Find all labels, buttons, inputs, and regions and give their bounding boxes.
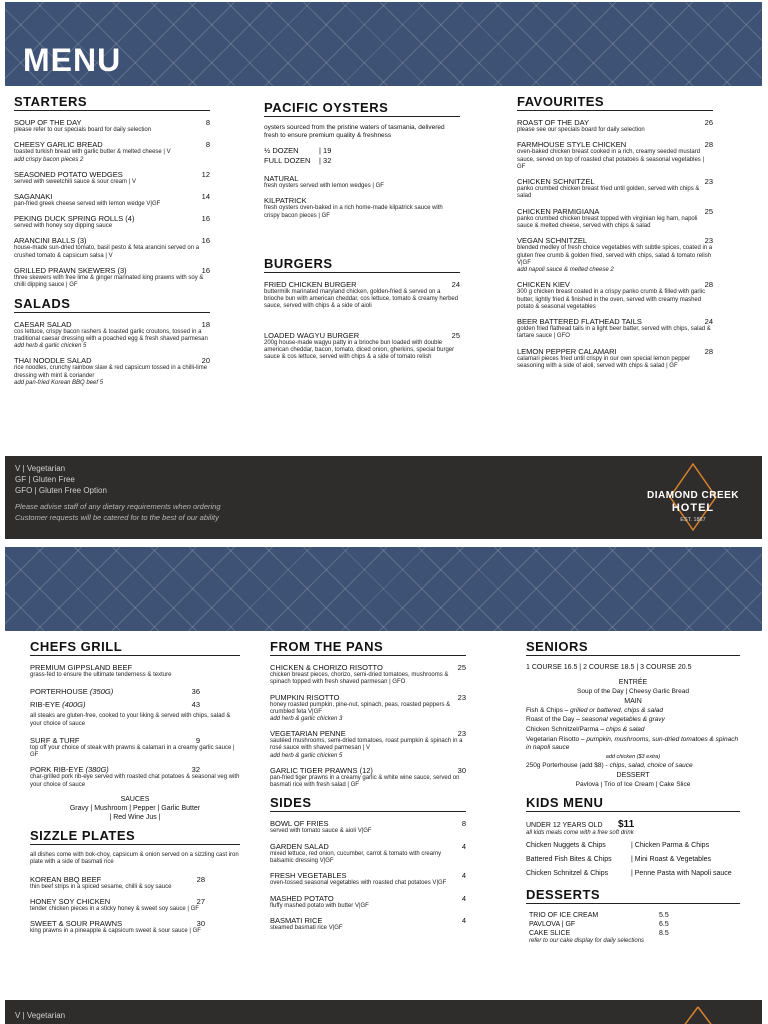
oyster-prices: [264, 146, 460, 166]
item-desc: blended medley of fresh choice vegetables with subtle spices, coated in a gluten free crumb & golden fried, served with chips, salad & tomato relish V|GF: [517, 245, 713, 266]
main-desc: – seasonal vegetables & gravy: [574, 716, 665, 723]
item-desc: tender chicken pieces in a sticky honey & sweet soy sauce | GF: [30, 905, 199, 912]
seniors-kids-column: [526, 639, 740, 951]
item-price: 4: [461, 893, 466, 903]
item-name: FRIED CHICKEN BURGER: [264, 279, 357, 289]
kids-section: [526, 795, 740, 881]
item-price: 25: [457, 663, 466, 672]
menu-item: [270, 871, 466, 887]
item-desc: served with honey soy dipping sauce: [14, 223, 113, 230]
oysters-section: [264, 100, 460, 220]
item-price: 4: [461, 841, 466, 851]
item-weight: (400G): [62, 700, 86, 710]
desserts-section: [526, 887, 740, 945]
item-price: 43: [191, 700, 200, 710]
item-price: 23: [704, 236, 713, 246]
item-price: 30: [196, 919, 205, 929]
item-name: THAI NOODLE SALAD: [14, 356, 92, 366]
item-name: VEGETARIAN PENNE: [270, 729, 346, 739]
item-price: 24: [451, 279, 460, 289]
main-desc: – pumpkin, mushrooms, sun-dried tomatoes & spinach in napoli sauce: [526, 736, 739, 751]
item-price: 18: [201, 319, 210, 329]
dessert-item: [529, 920, 740, 929]
dessert-list: Pavlova | Trio of Ice Cream | Cake Slice: [575, 780, 691, 788]
kids-item: | Penne Pasta with Napoli sauce: [631, 870, 732, 877]
kids-note: all kids meals come with a free soft drink: [526, 830, 634, 836]
item-price: 16: [201, 266, 210, 276]
menu-item: [14, 236, 210, 260]
menu-item: [517, 177, 713, 201]
section-heading: CHEFS GRILL: [30, 639, 240, 656]
section-heading: FROM THE PANS: [270, 639, 466, 656]
menu-item: [30, 875, 240, 891]
dessert-title: DESSERT: [616, 771, 650, 779]
menu-item: [264, 280, 460, 311]
menu-item: [264, 331, 460, 362]
note-line: Please advise staff of any dietary requirements when ordering: [15, 502, 221, 511]
menu-item: [14, 192, 210, 208]
item-price: 8: [205, 140, 210, 150]
oysters-burgers-column: [264, 100, 460, 382]
sizzle-plates-section: [30, 828, 240, 935]
item-name: [30, 765, 109, 774]
item-desc: honey roasted pumpkin, pine-nut, spinach, peas, roasted peppers & crumbled feta V|GF: [270, 701, 451, 715]
entree-list: Soup of the Day | Cheesy Garlic Bread: [577, 688, 689, 695]
logo-subtitle: HOTEL: [671, 502, 715, 514]
item-price: 23: [704, 177, 713, 187]
item-desc: fluffy mashed potato with butter V|GF: [270, 902, 369, 909]
item-name: ROAST OF THE DAY: [517, 118, 590, 127]
item-name: BASMATI RICE: [270, 915, 323, 925]
menu-item: [14, 320, 210, 351]
dessert-item: [529, 911, 740, 920]
menu-item: [517, 207, 713, 231]
item-desc: pan-fried tiger prawns in a creamy garlic & white wine sauce, served on basmati rice with fresh salad | GF: [270, 774, 460, 789]
item-price: 9: [195, 735, 200, 745]
item-name: CHICKEN SCHNITZEL: [517, 177, 595, 187]
dessert-name: PAVLOVA | GF: [529, 921, 576, 928]
item-name: CHEESY GARLIC BREAD: [14, 140, 103, 150]
item-price: 27: [196, 896, 205, 906]
menu-item: [14, 356, 210, 387]
item-name: [30, 700, 85, 709]
section-heading: SALADS: [14, 296, 210, 313]
menu-item: [517, 347, 713, 371]
item-addon: add herb & garlic chicken 5: [14, 343, 87, 350]
desserts-list: [526, 911, 740, 945]
section-heading: DESSERTS: [526, 887, 740, 904]
kids-price: $11: [618, 819, 635, 830]
header-banner: [5, 2, 762, 86]
item-name: SOUP OF THE DAY: [14, 118, 82, 127]
item-addon: add herb & garlic chicken 5: [270, 752, 343, 759]
senior-main: [526, 761, 740, 771]
item-desc: pan-fried greek cheese served with lemon wedge V|GF: [14, 200, 161, 207]
section-heading: STARTERS: [14, 94, 210, 111]
item-price: 23: [457, 692, 466, 702]
item-name: CHICKEN KIEV: [517, 280, 570, 290]
legend-item: GF | Gluten Free: [15, 475, 75, 484]
item-name: KILPATRICK: [264, 196, 307, 206]
menu-item: [30, 700, 240, 709]
item-addon: add crispy bacon pieces 2: [14, 156, 84, 163]
legend-item: V | Vegetarian: [15, 1011, 66, 1020]
menu-item: [517, 317, 713, 341]
item-name: SEASONED POTATO WEDGES: [14, 169, 123, 179]
item-name: CHICKEN & CHORIZO RISOTTO: [270, 663, 383, 672]
item-price: 16: [201, 214, 210, 224]
logo-established: EST. 1867: [680, 517, 706, 523]
menu-item: [30, 897, 240, 913]
section-heading: SIZZLE PLATES: [30, 828, 240, 845]
main-name: Chicken Schnitzel/Parma: [526, 725, 599, 733]
menu-item: [270, 894, 466, 910]
item-desc: fresh oysters oven-baked in a rich home-made kilpatrick sauce with crispy bacon pieces | GF: [264, 205, 443, 219]
legend-item: GFO | Gluten Free Option: [15, 486, 107, 495]
item-name: LEMON PEPPER CALAMARI: [517, 346, 617, 356]
item-name: NATURAL: [264, 174, 299, 183]
item-price: 28: [704, 280, 713, 290]
menu-item: [14, 266, 210, 290]
oyster-half-label: ½ DOZEN: [264, 146, 299, 155]
page-title: MENU: [23, 42, 122, 78]
item-desc: fresh oysters served with lemon wedges | GF: [264, 183, 384, 189]
item-desc: golden fried flathead tails in a light beer batter, served with chips, salad & tartare sauce | GFO: [517, 326, 711, 340]
item-desc: served with tomato sauce & aioli V|GF: [270, 828, 372, 835]
item-desc: buttermilk marinated maryland chicken, golden-fried & served on a brioche bun with american cheddar, cos lettuce, tomato & creamy herbed sauce, served with chips & a side of aioli: [264, 288, 459, 310]
item-addon: add napoli sauce & melted cheese 2: [517, 267, 614, 274]
item-price: 16: [201, 236, 210, 246]
menu-item: [270, 916, 466, 932]
dessert-name: TRIO OF ICE CREAM: [529, 912, 599, 919]
kids-item: Battered Fish Bites & Chips: [526, 856, 612, 863]
dietary-legend: [15, 463, 107, 496]
item-price: 32: [191, 765, 200, 775]
item-name-text: PORK RIB-EYE: [30, 765, 84, 775]
desserts-note: refer to our cake display for daily selections: [529, 938, 645, 944]
main-title: MAIN: [624, 697, 642, 705]
item-name: VEGAN SCHNITZEL: [517, 236, 588, 246]
kids-item: | Chicken Parma & Chips: [631, 842, 710, 849]
item-desc: 200g house-made wagyu patty in a brioche bun loaded with double american cheddar, bacon, tomato, diced onion, gherkins, special burger sauce & cos lettuce, served with chips & a side of tomato relish: [264, 339, 455, 361]
item-price: 24: [704, 317, 713, 327]
item-price: 23: [457, 729, 466, 739]
item-addon: add pan-fried Korean BBQ beef 5: [14, 379, 104, 386]
item-weight: (350G): [89, 687, 114, 697]
item-price: 4: [461, 871, 466, 881]
item-name-text: PORTERHOUSE: [30, 687, 88, 697]
kids-item: Chicken Schnitzel & Chips: [526, 870, 609, 877]
item-desc: char-grilled pork rib-eye served with roasted chat potatoes & seasonal veg with your choice of sauce: [30, 774, 240, 788]
section-heading: SIDES: [270, 795, 466, 812]
senior-main: [526, 725, 740, 735]
item-name: GRILLED PRAWN SKEWERS (3): [14, 266, 127, 276]
item-desc: please see our specials board for daily selection: [517, 127, 645, 133]
dietary-legend-2: [15, 1010, 65, 1021]
main-name: Fish & Chips: [526, 706, 563, 714]
main-desc: - chips, salad, choice of sauce: [603, 762, 693, 769]
menu-item: [264, 196, 460, 220]
logo-name: DIAMOND CREEK: [646, 490, 740, 501]
item-weight: (380G): [85, 765, 109, 775]
kids-age-row: [526, 819, 740, 830]
kids-item: Chicken Nuggets & Chips: [526, 842, 606, 849]
item-desc: sautéed mushrooms, semi-dried tomatoes, roast pumpkin & spinach in a rosé sauce with shaved parmesan | V: [270, 738, 463, 752]
item-name: BEER BATTERED FLATHEAD TAILS: [517, 317, 642, 327]
item-desc: calamari pieces fried until crispy in our own special lemon pepper seasoning with a side of aioli, served with chips & salad | GF: [517, 355, 691, 370]
item-price: 14: [201, 191, 210, 201]
item-name: CHICKEN PARMIGIANA: [517, 206, 600, 216]
menu-item: [14, 118, 210, 134]
favourites-section: [517, 94, 713, 370]
grill-column: [30, 639, 240, 942]
item-desc: steamed basmati rice V|GF: [270, 924, 343, 931]
item-price: 36: [191, 687, 200, 697]
menu-item: [30, 919, 240, 935]
main-name: Roast of the Day: [526, 716, 575, 723]
section-heading: SENIORS: [526, 639, 740, 656]
senior-main: [526, 736, 740, 752]
item-desc: king prawns in a pineapple & capsicum sweet & sour sauce | GF: [30, 928, 201, 935]
menu-item: [270, 663, 466, 687]
item-desc: three skewers with free lime & ginger marinated king prawns with soy & chilli dipping sauce | GF: [14, 275, 204, 289]
dessert-price: 8.5: [659, 930, 669, 937]
item-name: CAESAR SALAD: [14, 319, 72, 329]
footer-bar-2: [5, 1000, 762, 1024]
item-name: KOREAN BBQ BEEF: [30, 874, 102, 884]
item-desc: chicken breast pieces, chorizo, semi-dried tomatoes, mushrooms & spinach topped with fresh shaved parmesan | GFO: [270, 672, 449, 686]
item-desc: thin beef strips in a spiced sesame, chilli & soy sauce: [30, 883, 172, 890]
oyster-half-price: | 19: [319, 146, 332, 155]
pans-sides-column: [270, 639, 466, 938]
item-name: SWEET & SOUR PRAWNS: [30, 919, 123, 929]
kids-row: [526, 867, 740, 881]
note-line: Customer requests will be catered for to the best of our ability: [15, 513, 219, 522]
item-desc: panko crumbed chicken breast topped with virginian leg ham, napoli sauce & melted cheese, served with chips & salad: [517, 215, 698, 230]
menu-item: [30, 687, 240, 696]
senior-main: [526, 706, 740, 716]
main-desc: – chips & salad: [598, 725, 645, 733]
item-desc: cos lettuce, crispy bacon rashers & toasted garlic croutons, tossed in a traditional caesar dressing with a poached egg & fresh shaved parmesan: [14, 328, 208, 342]
diamond-icon: [678, 1005, 718, 1024]
sauces-list-2: | Red Wine Jus |: [109, 814, 161, 822]
item-name: SAGANAKI: [14, 191, 53, 201]
item-desc: house-made sun-dried tomato, basil pesto & feta arancini served on a crushed tomato & capsicum salsa | V: [14, 245, 200, 259]
menu-item: [270, 842, 466, 866]
menu-item: [270, 693, 466, 724]
menu-item: [517, 280, 713, 311]
main-name: 250g Porterhouse (add $8): [526, 762, 604, 769]
dessert-item: [529, 929, 740, 938]
item-price: 30: [457, 765, 466, 775]
item-name: SURF & TURF: [30, 735, 80, 745]
section-heading: FAVOURITES: [517, 94, 713, 111]
item-name: BOWL OF FRIES: [270, 819, 329, 829]
section-heading: KIDS MENU: [526, 795, 740, 812]
senior-main-extra: [526, 754, 740, 761]
section-heading: PACIFIC OYSTERS: [264, 100, 460, 117]
sauces-list: Gravy | Mushroom | Pepper | Garlic Butter: [69, 805, 201, 813]
menu-item: [517, 236, 713, 274]
menu-item: [270, 766, 466, 790]
sauces-title: SAUCES: [120, 796, 150, 804]
main-desc: – grilled or battered, chips & salad: [562, 706, 663, 714]
main-desc: add chicken ($3 extra): [605, 754, 661, 760]
oysters-intro: oysters sourced from the pristine waters of tasmania, delivered fresh to ensure premium quality & freshness: [264, 124, 445, 139]
seniors-courses: 1 COURSE 16.5 | 2 COURSE 18.5 | 3 COURSE 20.5: [526, 664, 692, 671]
item-name: LOADED WAGYU BURGER: [264, 330, 360, 340]
entree-title: ENTRÉE: [618, 679, 648, 686]
favourites-column: [517, 94, 713, 376]
item-desc: oven-tossed seasonal vegetables with roasted chat potatoes V|GF: [270, 880, 447, 887]
item-name: ARANCINI BALLS (3): [14, 236, 87, 246]
item-name: GARDEN SALAD: [270, 841, 329, 851]
item-name-text: RIB-EYE: [30, 700, 61, 710]
menu-item: [270, 729, 466, 760]
chefs-grill-section: [30, 639, 240, 822]
section-heading: BURGERS: [264, 256, 460, 273]
dessert-price: 6.5: [659, 921, 669, 928]
grill-intro-name: PREMIUM GIPPSLAND BEEF: [30, 663, 133, 672]
menu-item: [517, 118, 713, 134]
senior-main: [526, 715, 740, 725]
item-name: FRESH VEGETABLES: [270, 871, 347, 881]
grill-note: all steaks are gluten-free, cooked to your liking & served with chips, salad & your choice of sauce: [30, 713, 231, 727]
item-price: 25: [451, 330, 460, 340]
menu-item: [14, 140, 210, 163]
oyster-full-label: FULL DOZEN: [264, 156, 311, 165]
grill-intro-desc: grass-fed to ensure the ultimate tenderness & texture: [30, 672, 172, 678]
item-price: 20: [201, 356, 210, 366]
item-price: 28: [704, 346, 713, 356]
kids-age: UNDER 12 YEARS OLD: [526, 822, 603, 829]
starters-column: [14, 94, 210, 393]
item-name: GARLIC TIGER PRAWNS (12): [270, 765, 373, 775]
hotel-logo: [638, 462, 748, 532]
item-name: FARMHOUSE STYLE CHICKEN: [517, 140, 627, 150]
item-desc: top off your choice of steak with prawns & calamari in a creamy garlic sauce | GF: [30, 744, 235, 759]
menu-item: [14, 214, 210, 230]
footer-bar: [5, 456, 762, 539]
item-price: 12: [201, 169, 210, 179]
dessert-name: CAKE SLICE: [529, 930, 571, 937]
menu-item: [14, 170, 210, 186]
item-price: 4: [461, 915, 466, 925]
item-addon: add herb & garlic chicken 3: [270, 716, 343, 723]
item-desc: toasted turkish bread with garlic butter & melted cheese | V: [14, 149, 171, 156]
item-desc: rice noodles, crunchy rainbow slaw & red capsicum tossed in a chilli-lime dressing with mint & coriander: [14, 365, 208, 379]
menu-item: [30, 736, 240, 760]
item-name: MASHED POTATO: [270, 893, 334, 903]
item-name: HONEY SOY CHICKEN: [30, 896, 111, 906]
kids-row: [526, 853, 740, 867]
item-desc: 300 g chicken breast coated in a crispy panko crumb & filled with garlic butter, lightly fried & finished in the oven, served with creamy mashed potato & seasonal vegetables: [517, 289, 706, 310]
menu-item: [30, 765, 240, 789]
sides-section: [270, 795, 466, 932]
item-desc: oven-baked chicken breast cooked in a rich, creamy seeded mustard sauce, served on top of roasted chat potatoes & seasonal vegetables | GF: [517, 149, 705, 170]
item-desc: mixed lettuce, red onion, cucumber, carrot & tomato with creamy balsamic dressing V|GF: [270, 850, 442, 864]
item-desc: panko crumbed chicken breast fried until golden, served with chips & salad: [517, 186, 700, 200]
dietary-note: [15, 501, 221, 523]
item-name: PUMPKIN RISOTTO: [270, 692, 340, 702]
legend-item: V | Vegetarian: [15, 464, 66, 473]
pans-section: [270, 639, 466, 789]
kids-item: | Mini Roast & Vegetables: [631, 856, 712, 863]
dessert-price: 5.5: [659, 912, 669, 919]
item-desc: served with sweetchili sauce & sour cream | V: [14, 178, 136, 185]
item-price: 28: [196, 874, 205, 884]
item-price: 8: [461, 819, 466, 829]
starters-section: [14, 94, 210, 290]
header-banner-2: [5, 547, 762, 631]
item-name: [30, 687, 113, 696]
item-price: 25: [704, 206, 713, 216]
burgers-section: [264, 256, 460, 362]
seniors-mains: [526, 706, 740, 771]
seniors-section: [526, 639, 740, 789]
main-name: Vegetarian Risotto: [526, 736, 580, 743]
item-name: PEKING DUCK SPRING ROLLS (4): [14, 214, 135, 224]
item-price: 8: [205, 118, 210, 127]
item-desc: please refer to our specials board for daily selection: [14, 127, 152, 133]
item-price: 28: [704, 140, 713, 150]
menu-item: [270, 819, 466, 835]
oyster-full-price: | 32: [319, 156, 332, 165]
sizzle-intro: all dishes come with bok-choy, capsicum & onion served on a sizzling cast iron plate with a side of basmati rice: [30, 852, 239, 866]
item-price: 26: [704, 118, 713, 127]
menu-item: [264, 174, 460, 190]
salads-section: [14, 296, 210, 387]
kids-row: [526, 839, 740, 853]
menu-item: [517, 140, 713, 171]
